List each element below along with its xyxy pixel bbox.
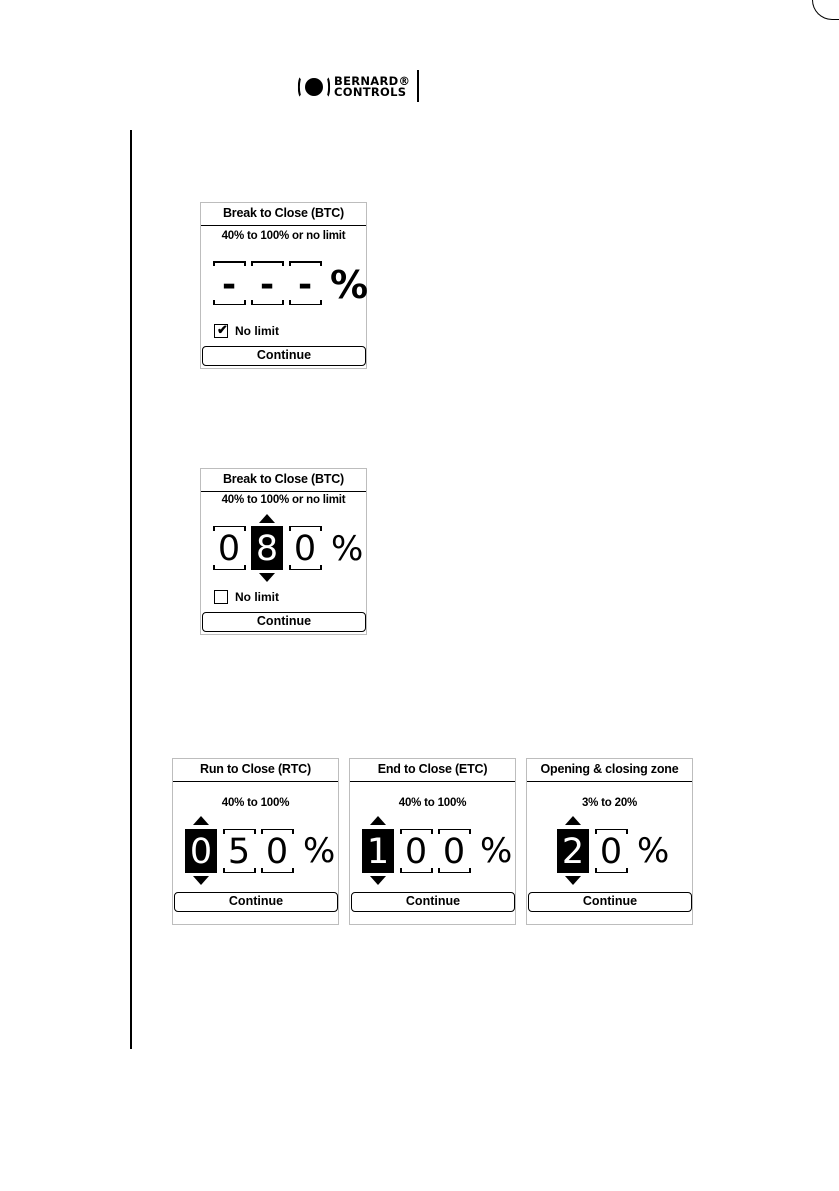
decrement-arrow-icon[interactable] [370, 876, 386, 885]
digit-1-selected[interactable]: 0 [185, 829, 217, 873]
continue-button[interactable]: Continue [202, 346, 366, 366]
digit-3[interactable]: - [289, 261, 321, 305]
digit-2[interactable]: 5 [223, 829, 255, 873]
brand-line-2: CONTROLS [334, 85, 407, 99]
range-text: 40% to 100% [398, 797, 467, 809]
increment-arrow-icon[interactable] [259, 514, 275, 523]
range-text: 3% to 20% [581, 797, 638, 809]
page-corner-mark [812, 0, 839, 20]
percent-sign: % [480, 831, 513, 871]
increment-arrow-icon[interactable] [193, 816, 209, 825]
continue-button[interactable]: Continue [174, 892, 338, 912]
percent-sign: % [637, 831, 670, 871]
digit-1-selected[interactable]: 1 [362, 829, 394, 873]
no-limit-checkbox[interactable] [214, 324, 228, 338]
digit-1[interactable]: - [213, 261, 245, 305]
header-separator [417, 70, 419, 102]
digit-1-selected[interactable]: 2 [557, 829, 589, 873]
digit-2[interactable]: 0 [595, 829, 627, 873]
checkmark-icon: ✔ [217, 322, 228, 337]
decrement-arrow-icon[interactable] [565, 876, 581, 885]
increment-arrow-icon[interactable] [565, 816, 581, 825]
range-text: 40% to 100% or no limit [221, 494, 346, 506]
screen-title: Break to Close (BTC) [201, 203, 366, 226]
range-text: 40% to 100% or no limit [221, 230, 346, 242]
screen-title: End to Close (ETC) [350, 759, 515, 782]
digit-1[interactable]: 0 [213, 526, 245, 570]
digit-2[interactable]: - [251, 261, 283, 305]
screen-btc-no-limit [200, 202, 367, 369]
screen-etc [349, 758, 516, 925]
no-limit-label: No limit [235, 324, 279, 338]
bernard-controls-logo-icon [296, 73, 332, 101]
brand-line-1: BERNARD® [334, 74, 411, 88]
continue-button[interactable]: Continue [351, 892, 515, 912]
percent-sign: % [303, 831, 336, 871]
continue-button[interactable]: Continue [528, 892, 692, 912]
brand-name [334, 76, 410, 98]
digit-2-selected[interactable]: 8 [251, 526, 283, 570]
digit-2[interactable]: 0 [400, 829, 432, 873]
screen-title: Break to Close (BTC) [201, 469, 366, 492]
range-text: 40% to 100% [221, 797, 290, 809]
no-limit-label: No limit [235, 590, 279, 604]
screen-btc-80 [200, 468, 367, 635]
margin-rule [130, 130, 132, 1049]
digit-3[interactable]: 0 [438, 829, 470, 873]
increment-arrow-icon[interactable] [370, 816, 386, 825]
no-limit-checkbox[interactable] [214, 590, 228, 604]
screen-title: Run to Close (RTC) [173, 759, 338, 782]
screen-opening-closing-zone [526, 758, 693, 925]
screen-title: Opening & closing zone [527, 759, 692, 782]
digit-3[interactable]: 0 [289, 526, 321, 570]
percent-sign: % [330, 263, 369, 307]
decrement-arrow-icon[interactable] [193, 876, 209, 885]
percent-sign: % [331, 529, 364, 569]
screen-rtc [172, 758, 339, 925]
decrement-arrow-icon[interactable] [259, 573, 275, 582]
brand-logo [296, 72, 410, 102]
continue-button[interactable]: Continue [202, 612, 366, 632]
digit-3[interactable]: 0 [261, 829, 293, 873]
